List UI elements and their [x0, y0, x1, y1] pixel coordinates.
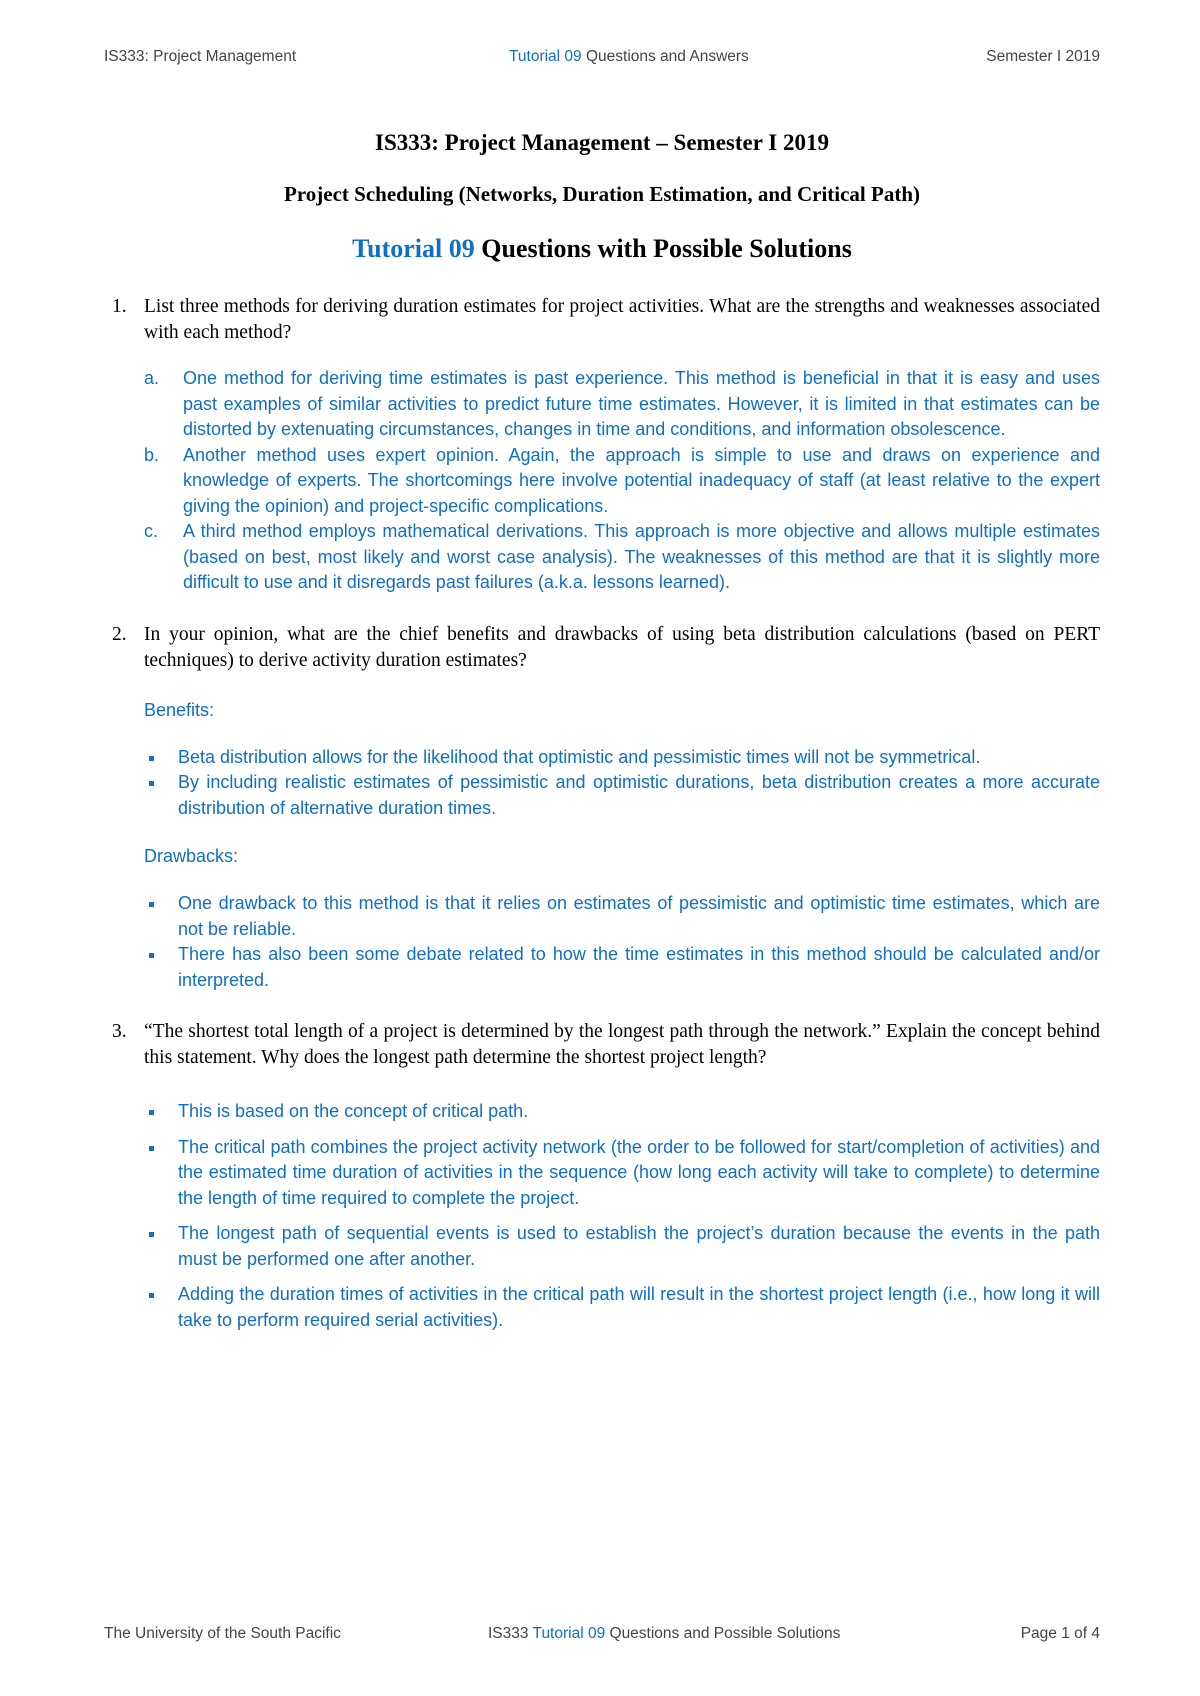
- bullet-square-icon: [149, 756, 154, 761]
- benefits-label: Benefits:: [144, 699, 215, 720]
- bullet-text: The longest path of sequential events is used to establish the project’s duration because the events in the path must be performed one after another.: [178, 1223, 1100, 1269]
- course-title: IS333: Project Management – Semester I 2019: [375, 130, 829, 155]
- question-text: In your opinion, what are the chief benefits and drawbacks of using beta distribution calculations (based on PERT techniques) to derive activity duration estimates?: [144, 623, 1100, 671]
- header-doc-title: [509, 48, 749, 66]
- bullet-text: Beta distribution allows for the likelihood that optimistic and pessimistic times will not be symmetrical.: [178, 746, 981, 767]
- running-footer: [104, 1625, 1100, 1647]
- bullet-square-icon: [149, 1110, 154, 1115]
- page-content: [104, 128, 1100, 1333]
- bullet-square-icon: [149, 1232, 154, 1237]
- bullet-text: One drawback to this method is that it relies on estimates of pessimistic and optimistic time estimates, which are not be reliable.: [178, 893, 1100, 939]
- tutorial-title-rest: Questions with Possible Solutions: [474, 234, 852, 263]
- list-marker: b.: [144, 444, 160, 465]
- list-item: [104, 891, 1100, 942]
- bullet-text: There has also been some debate related to how the time estimates in this method should be calculated and/or interpreted.: [178, 944, 1100, 990]
- list-item: [104, 1282, 1100, 1333]
- list-item: [104, 366, 1100, 443]
- header-course: IS333: Project Management: [104, 48, 297, 65]
- list-marker: c.: [144, 521, 159, 541]
- benefits-list: [104, 745, 1100, 822]
- footer-page-number: Page 1 of 4: [1020, 1625, 1100, 1642]
- tutorial-title: [104, 232, 1100, 266]
- question-3: [104, 1019, 1100, 1071]
- list-item: [104, 1099, 1100, 1125]
- topic-title: Project Scheduling (Networks, Duration Estimation, and Critical Path): [284, 182, 920, 206]
- tutorial-title-accent: Tutorial 09: [352, 234, 475, 263]
- bullet-square-icon: [149, 781, 154, 786]
- bullet-square-icon: [149, 1146, 154, 1151]
- question-text: List three methods for deriving duration estimates for project activities. What are the strengths and weaknesses associated with each method?: [144, 296, 1100, 343]
- footer-doc-title-rest: Questions and Possible Solutions: [605, 1625, 841, 1642]
- list-item: [104, 519, 1100, 596]
- bullet-text: The critical path combines the project activity network (the order to be followed for start/completion of activities) and the estimated time duration of activities in the sequence (how long each activity will take to complete) to determine the length of time required to complete the project.: [178, 1136, 1100, 1208]
- question-number: 2.: [112, 623, 127, 645]
- list-item: [104, 745, 1100, 771]
- answer-text: Another method uses expert opinion. Again, the approach is simple to use and draws on experience and knowledge of experts. The shortcomings here involve potential inadequacy of staff (at least relative to the expert giving the opinion) and project-specific complications.: [183, 444, 1100, 516]
- question-number: 1.: [112, 296, 127, 317]
- footer-institution: The University of the South Pacific: [104, 1625, 341, 1642]
- list-item: [104, 443, 1100, 520]
- bullet-text: This is based on the concept of critical path.: [178, 1101, 529, 1121]
- question-number: 3.: [112, 1021, 127, 1042]
- footer-tutorial-number: Tutorial 09: [532, 1625, 606, 1642]
- bullet-square-icon: [149, 953, 154, 958]
- list-item: [104, 1135, 1100, 1212]
- list-item: [104, 942, 1100, 993]
- answer-list-1: [104, 366, 1100, 596]
- answer-text: One method for deriving time estimates is past experience. This method is beneficial in that it is easy and uses past examples of similar activities to predict future time estimates. However, it is limited in that estimates can be distorted by extenuating circumstances, changes in time and conditions, and information obsolescence.: [183, 368, 1100, 439]
- bullet-square-icon: [149, 1293, 154, 1298]
- list-item: [104, 1221, 1100, 1272]
- header-semester: Semester I 2019: [986, 48, 1100, 65]
- header-doc-title-rest: Questions and Answers: [581, 48, 749, 65]
- answer-text: A third method employs mathematical derivations. This approach is more objective and allows multiple estimates (based on best, most likely and worst case analysis). The weaknesses of this method are that it is slightly more difficult to use and it disregards past failures (a.k.a. lessons learned).: [183, 521, 1100, 592]
- question-text: “The shortest total length of a project is determined by the longest path through the network.” Explain the concept behind this statement. Why does the longest path determine the shortest project length?: [144, 1021, 1100, 1068]
- footer-course-code: IS333: [488, 1625, 533, 1642]
- footer-doc-title: [488, 1625, 840, 1643]
- bullet-square-icon: [149, 902, 154, 907]
- bullet-text: Adding the duration times of activities in the critical path will result in the shortest project length (i.e., how long it will take to perform required serial activities).: [178, 1284, 1100, 1330]
- drawbacks-list: [104, 891, 1100, 993]
- drawbacks-label: Drawbacks:: [144, 846, 239, 866]
- list-item: [104, 770, 1100, 821]
- list-marker: a.: [144, 368, 160, 388]
- answer-list-3: [104, 1099, 1100, 1333]
- question-2: [104, 622, 1100, 674]
- question-1: [104, 294, 1100, 346]
- running-header: [104, 48, 1100, 70]
- bullet-text: By including realistic estimates of pessimistic and optimistic durations, beta distribution creates a more accurate distribution of alternative duration times.: [178, 772, 1100, 818]
- header-tutorial-number: Tutorial 09: [509, 48, 582, 65]
